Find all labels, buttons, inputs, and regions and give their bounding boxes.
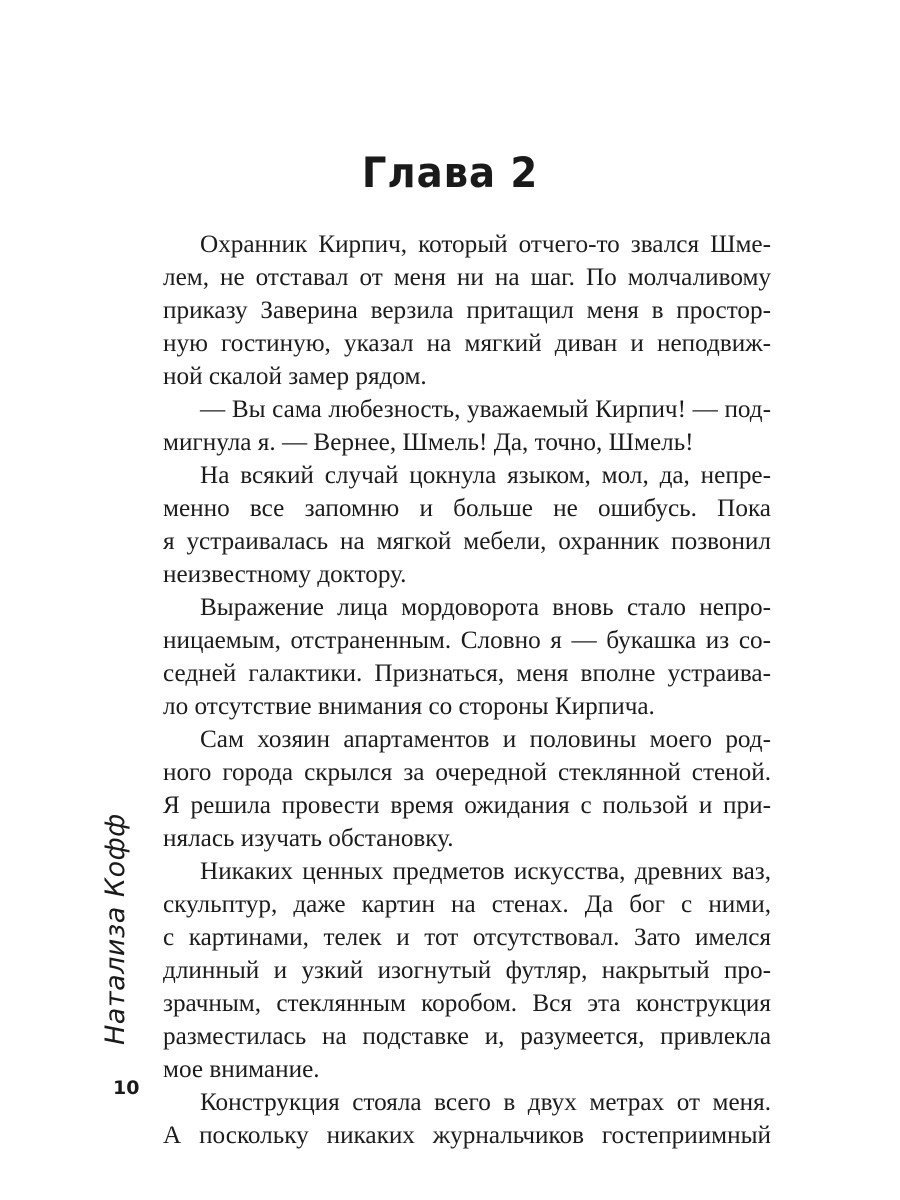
- text-line: мое внимание.: [163, 1056, 320, 1083]
- text-line: с картинами, телек и тот отсутствовал. Зато имелся: [163, 924, 771, 951]
- text-line: зрачным, стеклянным коробом. Вся эта конструкция: [163, 990, 771, 1017]
- text-line: я устраивалась на мягкой мебели, охранник позвонил: [163, 528, 771, 555]
- text-line: скульптур, даже картин на стенах. Да бог с ними,: [163, 891, 771, 918]
- text-line: приказу Заверина верзила притащил меня в простор-: [163, 297, 771, 324]
- text-line: менно все запомню и больше не ошибусь. Пока: [163, 495, 771, 522]
- text-line: Сам хозяин апартаментов и половины моего род-: [200, 726, 771, 753]
- chapter-title: Глава 2: [361, 148, 539, 197]
- text-line: Никаких ценных предметов искусства, древних ваз,: [200, 858, 771, 885]
- body-text: [163, 228, 771, 1152]
- page-number: 10: [113, 1077, 140, 1099]
- text-line: ло отсутствие внимания со стороны Кирпича.: [163, 693, 655, 720]
- text-line: А поскольку никаких журнальчиков гостеприимный: [163, 1122, 771, 1149]
- text-line: ной скалой замер рядом.: [163, 363, 427, 390]
- text-line: седней галактики. Признаться, меня вполне устраива-: [163, 660, 771, 687]
- text-line: мигнула я. — Вернее, Шмель! Да, точно, Шмель!: [163, 429, 694, 456]
- text-line: длинный и узкий изогнутый футляр, накрытый про-: [163, 957, 771, 984]
- text-line: неизвестному доктору.: [163, 561, 407, 588]
- text-line: ницаемым, отстраненным. Словно я — букашка из со-: [163, 627, 771, 654]
- text-line: — Вы сама любезность, уважаемый Кирпич! — под-: [200, 396, 771, 423]
- text-line: разместилась на подставке и, разумеется, привлекла: [163, 1023, 771, 1050]
- text-line: Конструкция стояла всего в двух метрах от меня.: [200, 1089, 771, 1116]
- text-line: Я решила провести время ожидания с пользой и при-: [163, 792, 771, 819]
- text-line: нялась изучать обстановку.: [163, 825, 454, 852]
- text-line: Охранник Кирпич, который отчего-то звался Шме-: [200, 231, 771, 258]
- text-line: ную гостиную, указал на мягкий диван и неподвиж-: [163, 330, 771, 357]
- text-line: Выражение лица мордоворота вновь стало непро-: [200, 594, 771, 621]
- text-line: лем, не отставал от меня ни на шаг. По молчаливому: [163, 264, 771, 291]
- text-line: На всякий случай цокнула языком, мол, да, непре-: [200, 462, 771, 489]
- text-line: ного города скрылся за очередной стеклянной стеной.: [163, 759, 771, 786]
- running-author-name: Натализа Кофф: [100, 813, 131, 1045]
